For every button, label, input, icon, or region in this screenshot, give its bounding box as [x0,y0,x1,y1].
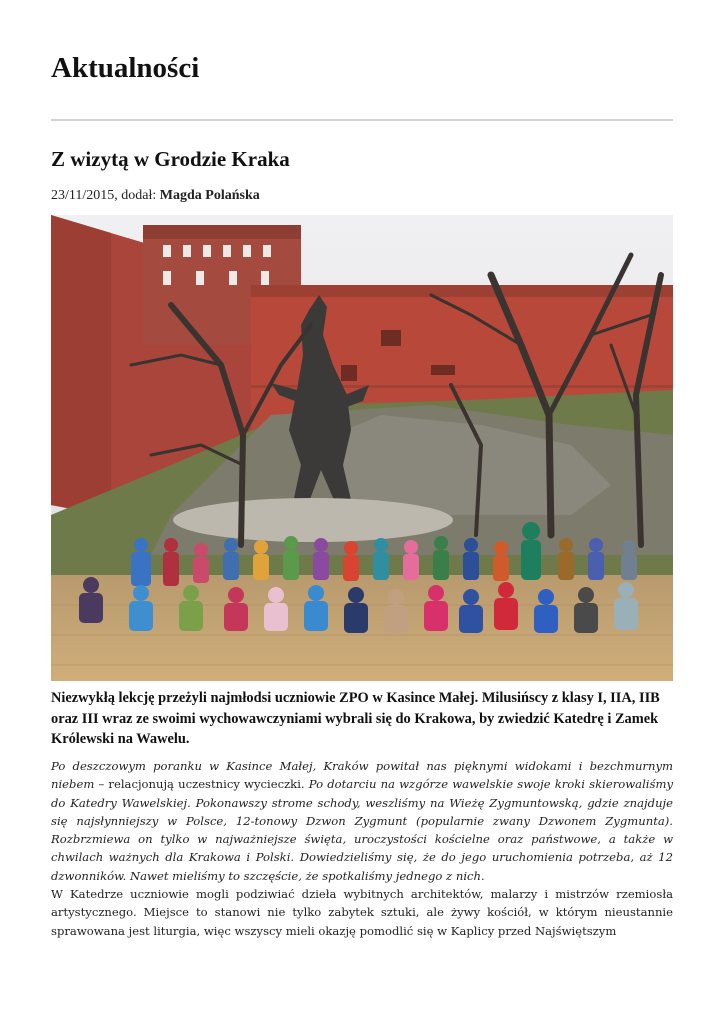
post-meta-separator: , dodał: [114,188,160,203]
post-photo[interactable] [51,215,673,681]
post-date: 23/11/2015 [51,188,115,203]
post-lead: Niezwykłą lekcję przeżyli najmłodsi uczniowie ZPO w Kasince Małej. Milusińscy z klasy I, IIA, IIB oraz III wraz ze swoimi wychowawczyniami wybrali się do Krakowa, by zwiedzić Katedrę i Zamek Królewski na Wawelu. [51,690,660,747]
post-meta [51,188,260,204]
section-divider [51,119,673,121]
post-author: Magda Polańska [159,188,260,203]
body-quote-1: Po deszczowym poranku w Kasince Małej, Kraków powitał nas pięknymi widokami i bezchmurnym niebem [51,759,673,792]
body-text-1: – relacjonują uczestnicy wycieczki. [94,777,309,792]
section-title: Aktualności [51,52,200,84]
post-body [51,757,673,940]
wawel-group-photo [51,215,673,681]
post-title[interactable]: Z wizytą w Grodzie Kraka [51,147,290,171]
body-paragraph-2: W Katedrze uczniowie mogli podziwiać dzieła wybitnych architektów, malarzy i mistrzów rzemiosła artystycznego. Miejsce to stanowi nie tylko zabytek sztuki, ale żywy kościół, w którym nieustannie sprawowana jest liturgia, więc wszyscy mieli okazję pomodlić się w Kaplicy przed Najświętszym [51,887,673,938]
body-quote-2: Po dotarciu na wzgórze wawelskie swoje kroki skierowaliśmy do Katedry Wawelskiej. Pokonawszy strome schody, weszliśmy na Wieżę Zygmuntowską, gdzie znajduje się najsłynniejszy w Polsce, 12-tonowy Dzwon Zygmunt (popularnie zwany Dzwonem Zygmunta). Rozbrzmiewa on tylko w najważniejsze święta, uroczystości kościelne oraz państwowe, a także w chwilach ważnych dla Krakowa i Polski. Dowiedzieliśmy się, że do jego uruchomienia potrzeba, aż 12 dzwonników. Nawet mieliśmy to szczęście, że spotkaliśmy jednego z nich. [51,777,673,883]
